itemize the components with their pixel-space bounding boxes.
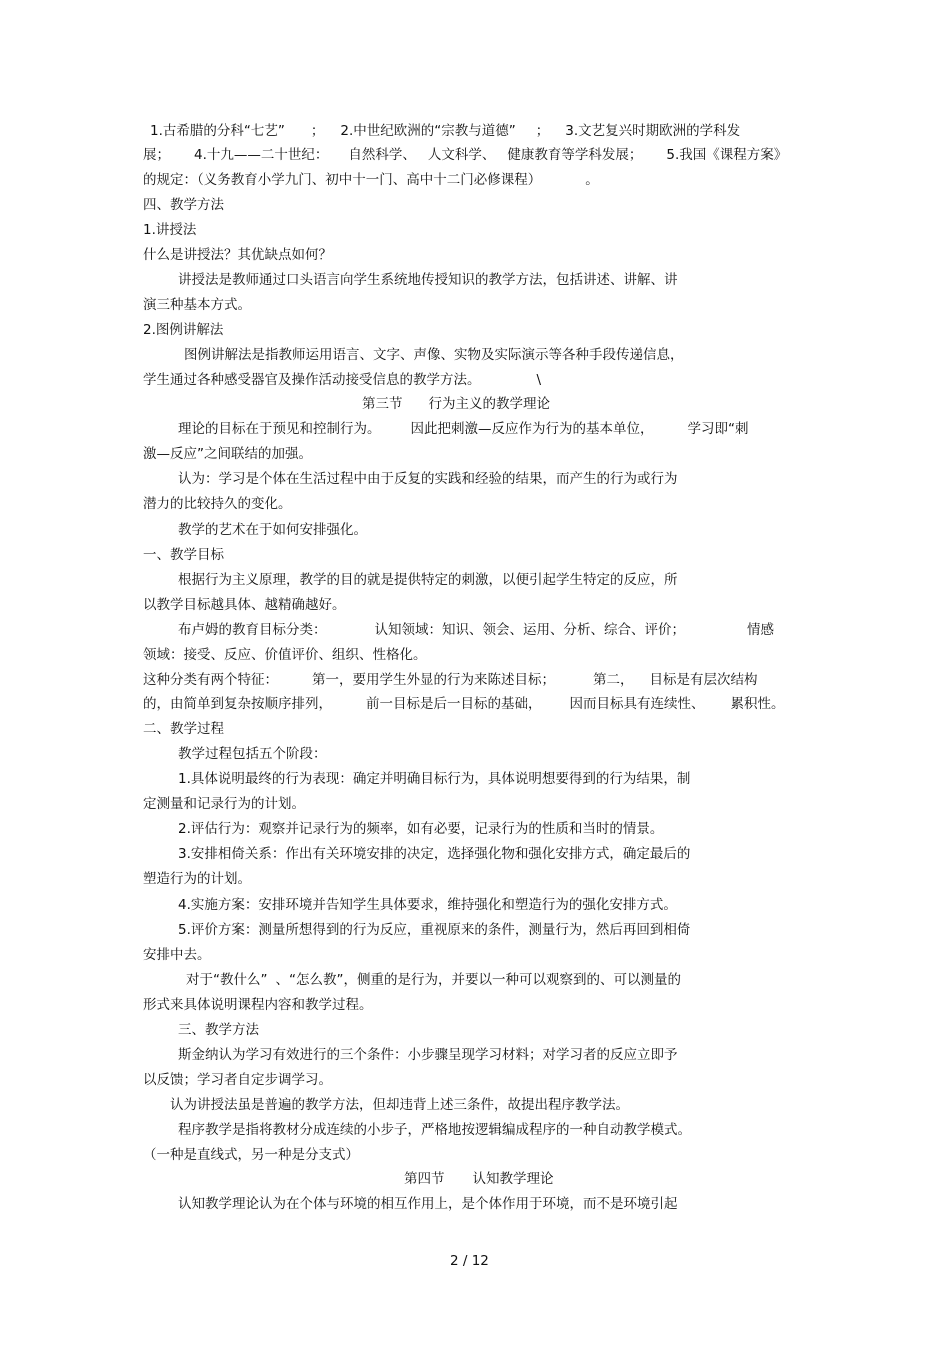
text-line (143, 171, 599, 189)
text-segment: 教学过程包括五个阶段： (178, 746, 327, 762)
text-segment: 认知教学理论认为在个体与环境的相互作用上，是个体作用于环境，而不是环境引起 (178, 1196, 678, 1212)
text-line (178, 420, 749, 438)
text-segment: 二、教学过程 (143, 721, 224, 737)
text-segment: 4.十九——二十世纪： (194, 147, 329, 163)
text-segment: 一、教学目标 (143, 547, 224, 563)
text-segment: 、“怎么教”，侧重的是行为，并要以一种可以观察到的、可以测量的 (275, 972, 681, 988)
text-line (184, 346, 684, 364)
text-line (143, 196, 224, 214)
text-segment: 四、教学方法 (143, 197, 224, 213)
text-line (143, 596, 346, 614)
text-segment: 因而目标具有连续性、 (569, 696, 705, 712)
text-segment: 。 (585, 172, 599, 188)
text-segment: 布卢姆的教育目标分类： (178, 622, 327, 638)
text-segment: 第四节 (404, 1171, 445, 1187)
text-line (143, 870, 251, 888)
text-line (143, 221, 196, 239)
text-line (178, 1195, 678, 1213)
text-line (178, 571, 678, 589)
text-line (143, 445, 312, 463)
text-segment: 展； (143, 147, 170, 163)
text-line (143, 146, 787, 164)
text-line (143, 246, 332, 264)
text-line (186, 971, 681, 989)
text-line (178, 921, 690, 939)
text-segment: 的规定：（义务教育小学九门、初中十一门、高中十二门必修课程） (143, 172, 542, 188)
text-line (178, 470, 678, 488)
text-segment: 理论的目标在于预见和控制行为。 (178, 421, 381, 437)
text-segment: 5.评价方案：测量所想得到的行为反应，重视原来的条件，测量行为，然后再回到相倚 (178, 922, 691, 938)
text-line (143, 296, 251, 314)
text-line (143, 996, 373, 1014)
text-segment: 5.我国《课程方案》 (666, 147, 788, 163)
text-segment: \ (536, 372, 542, 388)
text-segment: 程序教学是指将教材分成连续的小步子，严格地按逻辑编成程序的一种自动教学模式。 (178, 1122, 691, 1138)
text-segment: 激—反应”之间联结的加强。 (143, 446, 312, 462)
text-segment: 认为：学习是个体在生活过程中由于反复的实践和经验的结果，而产生的行为或行为 (178, 471, 678, 487)
text-line (143, 321, 223, 339)
text-segment: 第一，要用学生外显的行为来陈述目标； (312, 672, 555, 688)
text-segment: 安排中去。 (143, 947, 211, 963)
text-segment: 学生通过各种感受器官及操作活动接受信息的教学方法。 (143, 372, 481, 388)
text-line (178, 521, 367, 539)
text-segment: 3.安排相倚关系：作出有关环境安排的决定，选择强化物和强化安排方式，确定最后的 (178, 846, 691, 862)
text-line (178, 271, 678, 289)
text-segment: 学习即“刺 (687, 421, 749, 437)
text-segment: 对于“教什么” (186, 972, 268, 988)
text-line (143, 671, 758, 689)
text-line (404, 1170, 554, 1188)
text-line (170, 1096, 629, 1114)
text-segment: 潜力的比较持久的变化。 (143, 496, 292, 512)
text-segment: 定测量和记录行为的计划。 (143, 796, 305, 812)
text-segment: 图例讲解法是指教师运用语言、文字、声像、实物及实际演示等各种手段传递信息， (184, 347, 684, 363)
text-segment: 2.评估行为：观察并记录行为的频率，如有必要，记录行为的性质和当时的情景。 (178, 821, 664, 837)
text-line (178, 621, 774, 639)
text-segment: 1.具体说明最终的行为表现：确定并明确目标行为，具体说明想要得到的行为结果，制 (178, 771, 691, 787)
text-line (178, 820, 663, 838)
text-line (178, 896, 677, 914)
text-segment: 形式来具体说明课程内容和教学过程。 (143, 997, 373, 1013)
text-segment: 2.图例讲解法 (143, 322, 224, 338)
text-line (178, 745, 327, 763)
text-segment: ； (310, 123, 325, 139)
text-line (150, 122, 740, 140)
text-segment: 人文科学、 (427, 147, 496, 163)
text-segment: 认知教学理论 (472, 1171, 554, 1187)
text-line (178, 1121, 691, 1139)
text-segment: 斯金纳认为学习有效进行的三个条件：小步骤呈现学习材料；对学习者的反应立即予 (178, 1047, 678, 1063)
text-segment: （一种是直线式，另一种是分支式） (143, 1147, 359, 1163)
text-line (143, 546, 224, 564)
text-line (143, 371, 541, 389)
page-number: 2 / 12 (450, 1253, 489, 1269)
text-line (362, 395, 550, 413)
text-segment: 认为讲授法虽是普遍的教学方法，但却违背上述三条件，故提出程序教学法。 (170, 1097, 629, 1113)
text-segment: 健康教育等学科发展； (507, 147, 643, 163)
text-line (143, 1071, 332, 1089)
text-line (178, 1046, 678, 1064)
text-segment: 累积性。 (730, 696, 785, 712)
text-segment: 这种分类有两个特征： (143, 672, 278, 688)
text-segment: 1.讲授法 (143, 222, 197, 238)
text-line (143, 646, 427, 664)
text-segment: 认知领域：知识、领会、运用、分析、综合、评价； (374, 622, 685, 638)
text-segment: 以教学目标越具体、越精确越好。 (143, 597, 346, 613)
text-segment: 行为主义的教学理论 (428, 396, 550, 412)
text-segment: 第三节 (362, 396, 403, 412)
text-segment: 讲授法是教师通过口头语言向学生系统地传授知识的教学方法，包括讲述、讲解、讲 (178, 272, 678, 288)
text-segment: 目标是有层次结构 (649, 672, 758, 688)
text-segment: 情感 (747, 622, 774, 638)
text-line (143, 495, 292, 513)
text-segment: 4.实施方案：安排环境并告知学生具体要求，维持强化和塑造行为的强化安排方式。 (178, 897, 677, 913)
text-segment: 因此把刺激—反应作为行为的基本单位， (410, 421, 654, 437)
text-segment: 前一目标是后一目标的基础， (366, 696, 542, 712)
text-line (143, 795, 305, 813)
text-line (143, 720, 224, 738)
text-line (178, 1021, 259, 1039)
text-segment: ； (535, 123, 550, 139)
text-line (143, 1146, 359, 1164)
text-line (178, 845, 690, 863)
text-line (143, 946, 211, 964)
text-segment: 3.文艺复兴时期欧洲的学科发 (565, 123, 741, 139)
text-segment: 塑造行为的计划。 (143, 871, 251, 887)
text-segment: 的，由简单到复杂按顺序排列， (143, 696, 332, 712)
text-segment: 以反馈；学习者自定步调学习。 (143, 1072, 332, 1088)
text-segment: 三、教学方法 (178, 1022, 259, 1038)
text-line (143, 695, 785, 713)
text-segment: 根据行为主义原理，教学的目的就是提供特定的刺激，以便引起学生特定的反应，所 (178, 572, 678, 588)
text-segment: 领域：接受、反应、价值评价、组织、性格化。 (143, 647, 427, 663)
text-segment: 1.古希腊的分科“七艺” (150, 123, 285, 139)
text-segment: 教学的艺术在于如何安排强化。 (178, 522, 367, 538)
text-segment: 自然科学、 (348, 147, 416, 163)
text-segment: 什么是讲授法？其优缺点如何？ (143, 247, 332, 263)
text-segment: 第二， (593, 672, 634, 688)
text-segment: 演三种基本方式。 (143, 297, 251, 313)
text-line (178, 770, 690, 788)
text-segment: 2.中世纪欧洲的“宗教与道德” (340, 123, 516, 139)
